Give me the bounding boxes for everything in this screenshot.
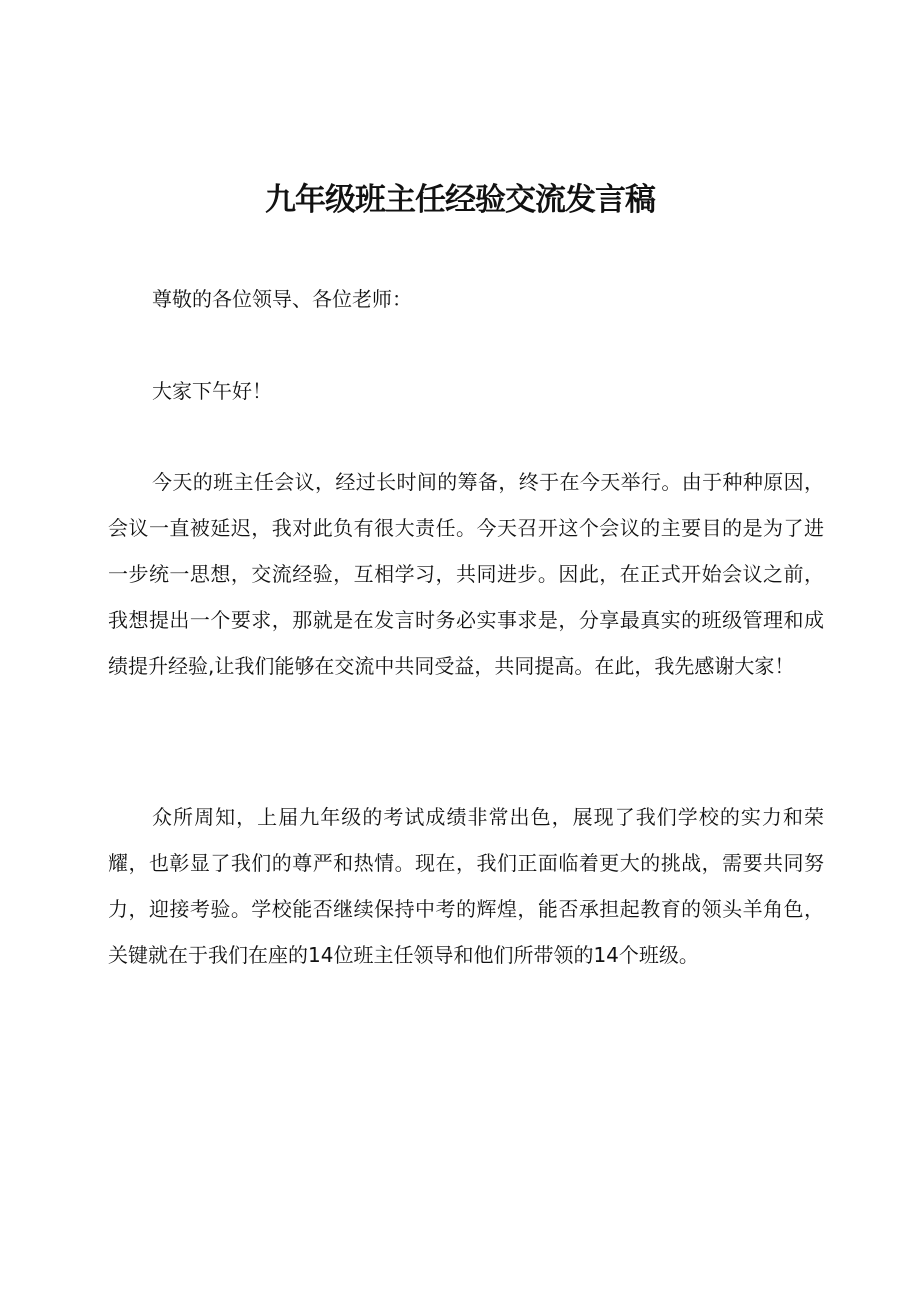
document-title: 九年级班主任经验交流发言稿	[265, 182, 655, 218]
paragraph-challenge: 众所周知，上届九年级的考试成绩非常出色，展现了我们学校的实力和荣耀，也彰显了我们的尊严和热情。现在，我们正面临着更大的挑战，需要共同努力，迎接考验。学校能否继续保持中考的辉煌，能否承担起教育的领头羊角色，关键就在于我们在座的14位班主任领导和他们所带领的14个班级。	[108, 805, 824, 967]
paragraph-opening: 今天的班主任会议，经过长时间的筹备，终于在今天举行。由于种种原因，会议一直被延迟，我对此负有很大责任。今天召开这个会议的主要目的是为了进一步统一思想，交流经验，互相学习，共同进步。因此，在正式开始会议之前，我想提出一个要求，那就是在发言时务必实事求是，分享最真实的班级管理和成绩提升经验,让我们能够在交流中共同受益，共同提高。在此，我先感谢大家！	[108, 470, 824, 678]
greeting: 大家下午好！	[152, 379, 272, 403]
salutation: 尊敬的各位领导、各位老师：	[152, 287, 412, 311]
